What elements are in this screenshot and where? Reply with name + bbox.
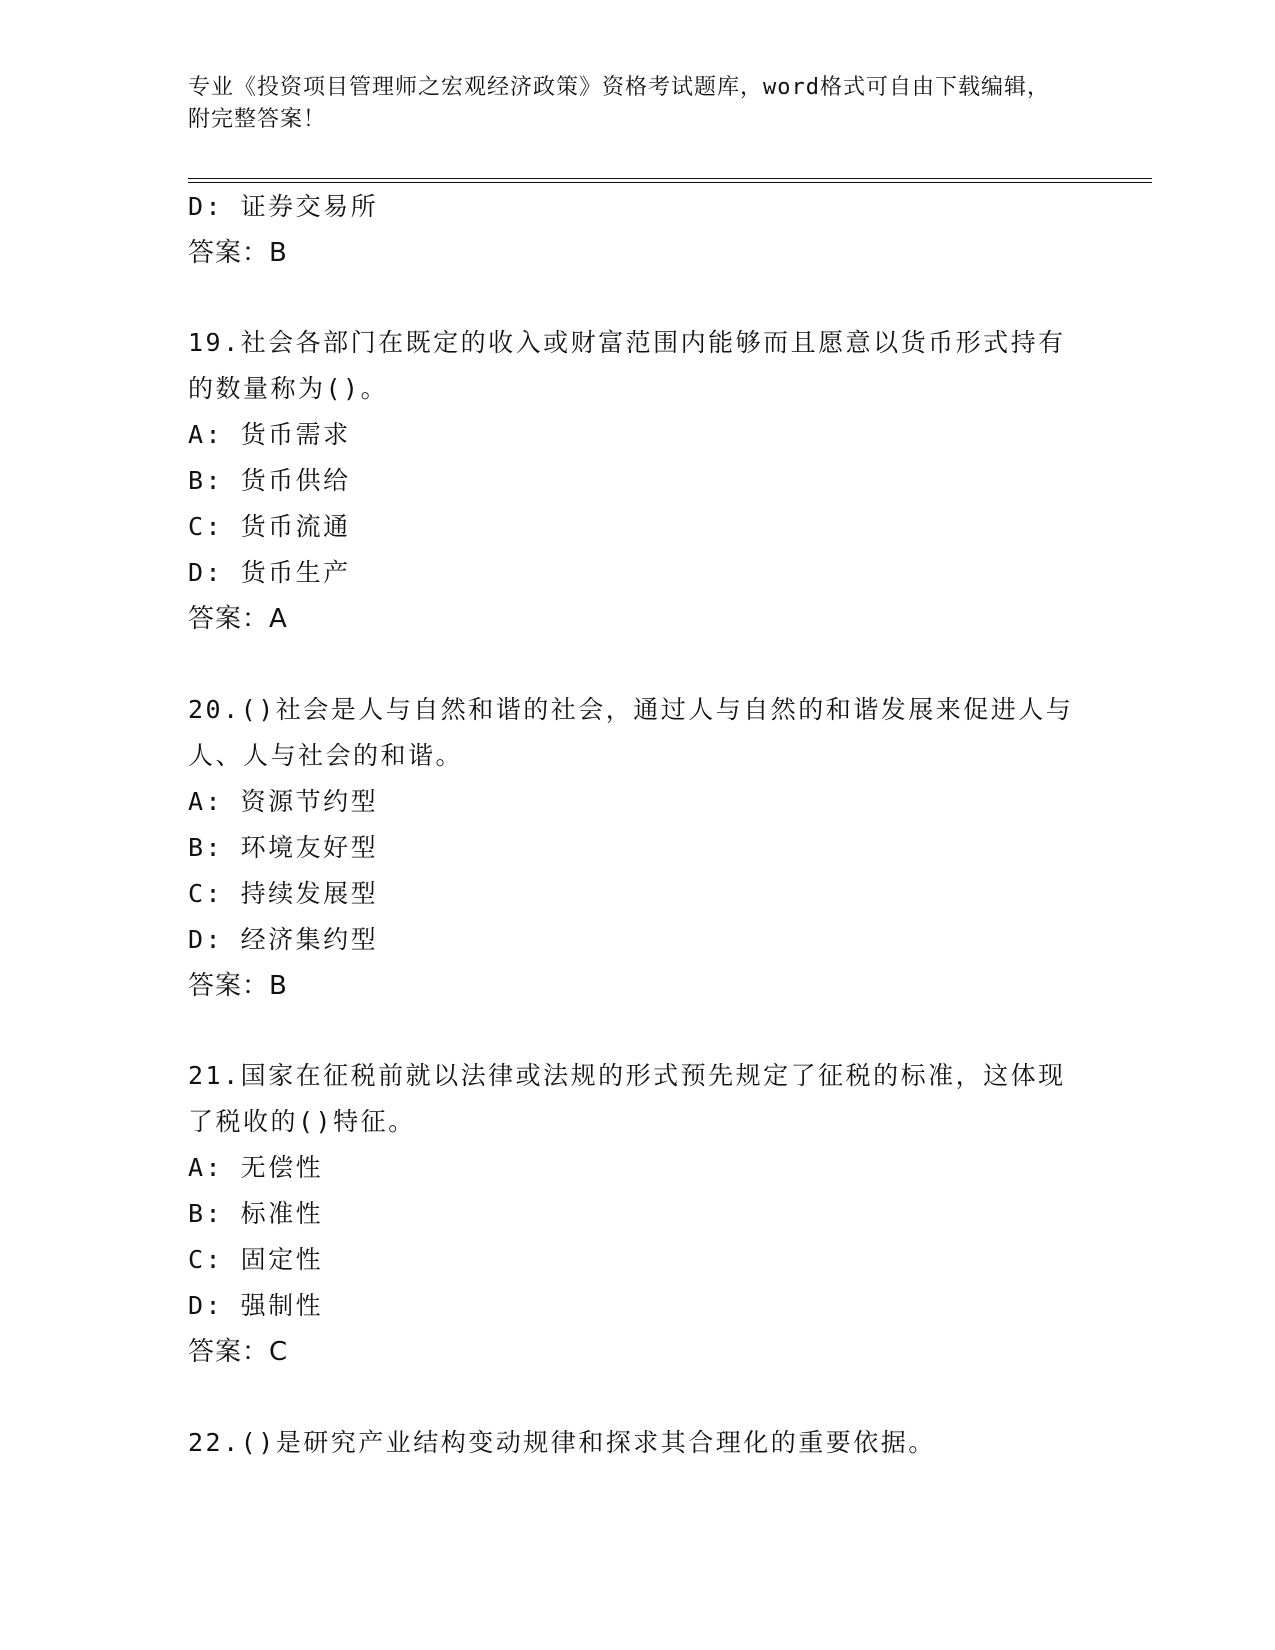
option-d: D: 证券交易所 [188,192,379,221]
option-d: D: 经济集约型 [188,925,379,954]
page-header: 专业《投资项目管理师之宏观经济政策》资格考试题库，word格式可自由下载编辑，附完整答案！ [188,75,1050,132]
option-b: B: 标准性 [188,1199,324,1228]
header-divider-top [188,178,1152,179]
answer: 答案：A [188,604,288,634]
answer: 答案：B [188,238,288,268]
question-22 [188,1420,1088,1466]
option-a: A: 资源节约型 [188,787,379,816]
question-stem: 20.()社会是人与自然和谐的社会，通过人与自然的和谐发展来促进人与人、人与社会的和谐。 [188,695,1074,770]
option-c: C: 货币流通 [188,512,351,541]
question-20 [188,687,1088,1009]
question-21 [188,1053,1088,1375]
option-d: D: 货币生产 [188,558,351,587]
answer: 答案：C [188,1337,289,1367]
option-b: B: 环境友好型 [188,833,379,862]
question-18 [188,184,1088,276]
question-19 [188,320,1088,642]
option-b: B: 货币供给 [188,466,351,495]
answer: 答案：B [188,971,288,1001]
option-a: A: 货币需求 [188,420,351,449]
question-stem: 19.社会各部门在既定的收入或财富范围内能够而且愿意以货币形式持有的数量称为()。 [188,328,1066,403]
option-d: D: 强制性 [188,1291,324,1320]
header-divider-bottom [188,182,1152,183]
question-stem: 21.国家在征税前就以法律或法规的形式预先规定了征税的标准，这体现了税收的()特征。 [188,1061,1066,1136]
option-c: C: 持续发展型 [188,879,379,908]
option-a: A: 无偿性 [188,1153,324,1182]
option-c: C: 固定性 [188,1245,324,1274]
question-stem: 22.()是研究产业结构变动规律和探求其合理化的重要依据。 [188,1428,936,1457]
